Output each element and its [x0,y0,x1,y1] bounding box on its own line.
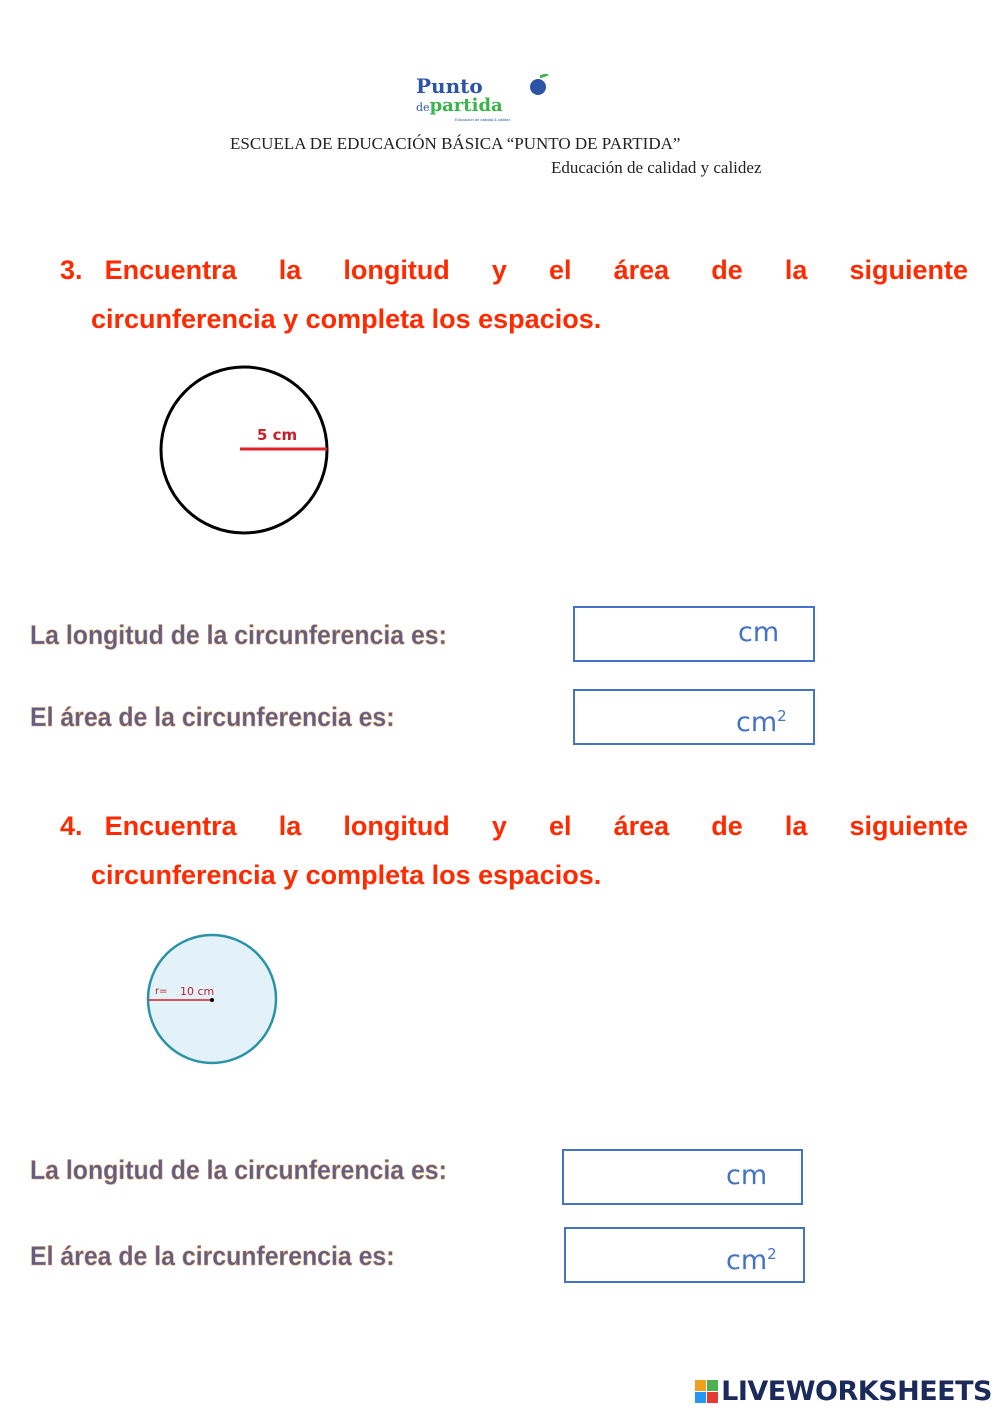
circle-5cm-diagram [150,360,340,545]
exponent: 2 [767,1245,777,1263]
school-name: ESCUELA DE EDUCACIÓN BÁSICA “PUNTO DE PARTIDA” [230,134,681,153]
word: el [549,811,572,841]
unit-cm2 [736,701,787,738]
radius-label: 10 cm [180,985,215,998]
question-3-title [60,246,968,344]
unit-cm: cm [726,1160,768,1191]
word: Encuentra [104,255,237,285]
q4-line2: circunferencia y completa los espacios. [91,860,602,890]
logo-partida: partida [429,95,503,116]
word: longitud [343,811,450,841]
unit-cm2 [726,1239,777,1276]
logo-text-bottom [416,97,503,117]
q3-number: 3. [60,255,83,285]
liveworksheets-logo [695,1376,992,1407]
word: longitud [343,255,450,285]
radius-prefix: r= [155,986,168,997]
q3-line2: circunferencia y completa los espacios. [91,304,602,334]
word: la [278,255,302,285]
q3-area-label: El área de la circunferencia es: [30,702,395,732]
word: área [613,255,670,285]
school-motto: Educación de calidad y calidez [551,158,762,177]
q4-area-input[interactable] [564,1227,805,1283]
q4-number: 4. [60,811,83,841]
word: y [491,255,507,285]
word: Encuentra [104,811,237,841]
word: de [711,255,743,285]
unit: cm [736,707,778,738]
q3-length-input[interactable] [573,606,815,662]
q4-length-label: La longitud de la circunferencia es: [30,1155,447,1185]
word: la [784,255,808,285]
unit: cm [726,1245,768,1276]
word: de [711,811,743,841]
word: siguiente [849,255,968,285]
word: la [278,811,302,841]
liveworksheets-icon [695,1380,718,1403]
word: la [784,811,808,841]
circle-10cm-diagram [140,930,290,1070]
question-4-title [60,802,968,900]
exponent: 2 [777,707,787,725]
q4-length-input[interactable] [562,1149,803,1205]
q3-length-label: La longitud de la circunferencia es: [30,620,447,650]
logo-de: de [416,101,430,114]
q4-area-label: El área de la circunferencia es: [30,1241,395,1271]
word: siguiente [849,811,968,841]
radius-label: 5 cm [257,426,298,444]
logo-figure-icon [524,74,554,98]
word: el [549,255,572,285]
word: y [491,811,507,841]
q3-area-input[interactable] [573,689,815,745]
logo-tagline: Educación de calidad & calidez [455,117,511,122]
logo-text-top: Punto [416,74,483,98]
unit-cm: cm [738,617,780,648]
word: área [613,811,670,841]
center-point [210,998,214,1002]
brand-text: LIVEWORKSHEETS [721,1376,992,1407]
